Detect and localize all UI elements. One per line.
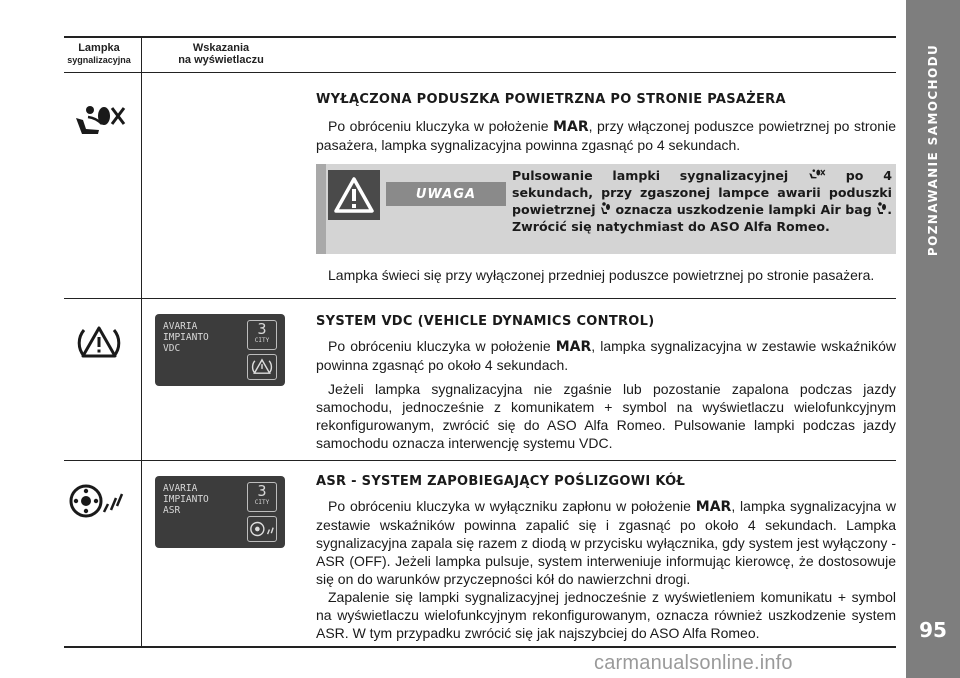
airbag-fault-icon (600, 202, 611, 215)
header-rule (64, 72, 896, 73)
table-top-rule (64, 36, 896, 38)
page-number: 95 (919, 618, 947, 642)
section-asr (316, 474, 896, 642)
warning-text: Pulsowanie lampki sygnalizacyjnej po 4 sekundach, przy zgaszonej lampce awarii poduszki powietrznej oznacza uszkodzenie lampki Air bag . Zwrócić się natychmiast do ASO Alfa Romeo. (512, 168, 892, 234)
warning-box (316, 164, 896, 254)
column-header-display: Wskazania na wyświetlaczu (178, 42, 264, 66)
vdc-warning-icon (76, 322, 122, 369)
multifunction-display-vdc: AVARIA IMPIANTO VDC 3 CITY (155, 314, 285, 386)
table-bottom-rule (64, 646, 896, 648)
vdc-warning-icon (247, 354, 277, 380)
paragraph: Lampka świeci się przy wyłączonej przedniej poduszce powietrznej po stronie pasażera. (328, 267, 875, 283)
gear-indicator: 3 CITY (247, 320, 277, 350)
warning-label: UWAGA (386, 182, 506, 206)
paragraph: Jeżeli lampka sygnalizacyjna nie zgaśnie lub pozostanie zapalona podczas jazdy samochodu, jednocześnie z komunikatem + symbol na wyświetlaczu wielofunkcyjnym rekonfigurowanym, zwrócić się do ASO Alfa Romeo. Pulsowanie lampki podczas jazdy samochodu oznacza interwencję systemu VDC. (316, 381, 896, 451)
column-divider (141, 38, 142, 648)
warning-triangle-icon (328, 170, 380, 220)
row-divider (64, 298, 896, 299)
paragraph: Zapalenie się lampki sygnalizacyjnej jednocześnie z wyświetleniem komunikatu + symbol na wyświetlaczu wielofunkcyjnym rekonfigurowanym, oznacza również uszkodzenie system ASR. W tym przypadku zwrócić się jak najszybciej do ASO Alfa Romeo. (316, 589, 896, 641)
paragraph: Po obróceniu kluczyka w wyłączniku zapłonu w położenie MAR, lampka sygnalizacyjna w zestawie wskaźników powinna zapalić się i zgasnąć po około 4 sekundach. Lampka sygnalizacyjna zapala się razem z diodą w przycisku wyłącznika, gdy system jest wyłączony - ASR (OFF). Jeżeli lampka pulsuje, system interweniuje informując kierowcę, że dostosowuje się on do warunków przyczepności kół do nawierzchni drogi. (316, 498, 896, 587)
section-title: ASR - SYSTEM ZAPOBIEGAJĄCY POŚLIZGOWI KÓŁ (316, 474, 686, 489)
watermark: carmanualsonline.info (594, 652, 793, 674)
section-vdc (316, 314, 896, 452)
asr-traction-icon (247, 516, 277, 542)
section-airbag (316, 92, 896, 154)
gear-indicator: 3 CITY (247, 482, 277, 512)
paragraph: Po obróceniu kluczyka w położenie MAR, lampka sygnalizacyjna w zestawie wskaźników powinna zgasnąć po około 4 sekundach. (316, 338, 896, 373)
column-header-lamp: Lampka sygnalizacyjna (67, 42, 131, 65)
passenger-airbag-off-icon (72, 104, 128, 145)
passenger-airbag-off-icon (808, 168, 826, 181)
asr-traction-icon (68, 484, 124, 523)
section-airbag-note (316, 266, 896, 284)
row-divider (64, 460, 896, 461)
multifunction-display-asr: AVARIA IMPIANTO ASR 3 CITY (155, 476, 285, 548)
paragraph: Po obróceniu kluczyka w położenie MAR, przy włączonej poduszce powietrznej po stronie pasażera, lampka sygnalizacyjna powinna zgasnąć po 4 sekundach. (316, 118, 896, 153)
chapter-title: POZNAWANIE SAMOCHODU (926, 43, 940, 257)
section-title: WYŁĄCZONA PODUSZKA POWIETRZNA PO STRONIE PASAŻERA (316, 92, 786, 107)
section-title: SYSTEM VDC (VEHICLE DYNAMICS CONTROL) (316, 314, 655, 329)
airbag-icon (876, 202, 887, 215)
